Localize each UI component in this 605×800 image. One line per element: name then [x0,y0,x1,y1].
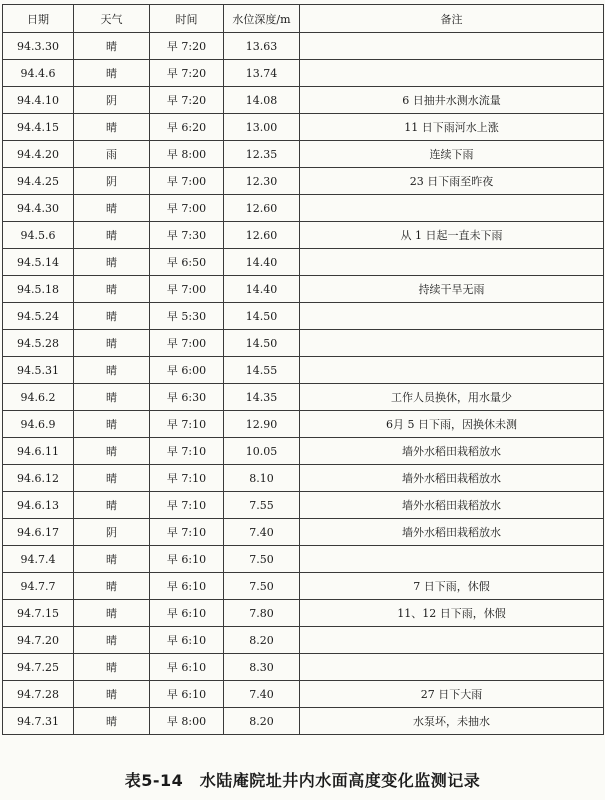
time-cell: 早 7:10 [150,411,224,438]
weather-cell: 晴 [74,114,150,141]
remarks-cell: 墙外水稻田栽稻放水 [300,465,604,492]
weather-cell: 晴 [74,627,150,654]
header-water-depth: 水位深度/m [224,5,300,33]
weather-cell: 晴 [74,195,150,222]
table-row [3,60,604,87]
remarks-cell: 水泵坏，未抽水 [300,708,604,735]
water-depth-cell: 14.35 [224,384,300,411]
table-caption: 表5-14 水陆庵院址井内水面高度变化监测记录 [124,771,481,790]
remarks-cell [300,249,604,276]
water-depth-cell: 14.08 [224,87,300,114]
table-row [3,465,604,492]
table-row [3,195,604,222]
water-depth-cell: 8.30 [224,654,300,681]
remarks-cell [300,627,604,654]
date-cell: 94.5.6 [3,222,74,249]
weather-cell: 阴 [74,168,150,195]
table-row [3,357,604,384]
time-cell: 早 7:00 [150,195,224,222]
water-depth-cell: 12.90 [224,411,300,438]
remarks-cell [300,654,604,681]
weather-cell: 晴 [74,492,150,519]
water-depth-cell: 14.55 [224,357,300,384]
time-cell: 早 7:10 [150,492,224,519]
weather-cell: 晴 [74,276,150,303]
weather-cell: 晴 [74,384,150,411]
weather-cell: 晴 [74,438,150,465]
remarks-cell [300,195,604,222]
remarks-cell: 连续下雨 [300,141,604,168]
table-row [3,600,604,627]
water-depth-cell: 14.40 [224,276,300,303]
remarks-cell: 墙外水稻田栽稻放水 [300,492,604,519]
table-row [3,303,604,330]
time-cell: 早 7:20 [150,60,224,87]
remarks-cell: 23 日下雨至昨夜 [300,168,604,195]
date-cell: 94.6.9 [3,411,74,438]
date-cell: 94.6.17 [3,519,74,546]
remarks-cell: 从 1 日起一直未下雨 [300,222,604,249]
table-row [3,411,604,438]
date-cell: 94.6.13 [3,492,74,519]
table-body [3,33,604,735]
time-cell: 早 7:30 [150,222,224,249]
table-row [3,681,604,708]
date-cell: 94.5.18 [3,276,74,303]
remarks-cell: 持续干旱无雨 [300,276,604,303]
table-row [3,546,604,573]
table-header-row [3,5,604,33]
water-depth-cell: 7.80 [224,600,300,627]
remarks-cell: 7 日下雨，休假 [300,573,604,600]
water-depth-cell: 7.50 [224,573,300,600]
water-depth-cell: 8.10 [224,465,300,492]
table-row [3,438,604,465]
table-row [3,384,604,411]
weather-cell: 晴 [74,600,150,627]
header-weather: 天气 [74,5,150,33]
weather-cell: 晴 [74,654,150,681]
weather-cell: 晴 [74,330,150,357]
remarks-cell [300,330,604,357]
weather-cell: 阴 [74,519,150,546]
date-cell: 94.4.25 [3,168,74,195]
table-row [3,627,604,654]
time-cell: 早 7:00 [150,276,224,303]
water-depth-cell: 13.63 [224,33,300,60]
remarks-cell: 工作人员换休，用水量少 [300,384,604,411]
header-remarks: 备注 [300,5,604,33]
water-depth-cell: 7.55 [224,492,300,519]
table-row [3,87,604,114]
time-cell: 早 7:10 [150,438,224,465]
weather-cell: 晴 [74,222,150,249]
time-cell: 早 6:10 [150,627,224,654]
weather-cell: 晴 [74,708,150,735]
water-depth-cell: 8.20 [224,627,300,654]
table-row [3,708,604,735]
time-cell: 早 7:00 [150,168,224,195]
time-cell: 早 6:30 [150,384,224,411]
time-cell: 早 5:30 [150,303,224,330]
weather-cell: 晴 [74,546,150,573]
weather-cell: 雨 [74,141,150,168]
date-cell: 94.4.10 [3,87,74,114]
time-cell: 早 6:10 [150,654,224,681]
table-row [3,249,604,276]
table-row [3,519,604,546]
header-time: 时间 [150,5,224,33]
weather-cell: 晴 [74,249,150,276]
remarks-cell: 11 日下雨河水上涨 [300,114,604,141]
remarks-cell [300,357,604,384]
water-depth-cell: 7.40 [224,519,300,546]
water-depth-cell: 14.40 [224,249,300,276]
water-level-table [2,4,604,735]
water-depth-cell: 8.20 [224,708,300,735]
date-cell: 94.5.28 [3,330,74,357]
water-depth-cell: 13.74 [224,60,300,87]
remarks-cell [300,303,604,330]
remarks-cell: 6 日抽井水测水流量 [300,87,604,114]
remarks-cell: 6月 5 日下雨，因换休未测 [300,411,604,438]
date-cell: 94.7.25 [3,654,74,681]
date-cell: 94.4.6 [3,60,74,87]
weather-cell: 晴 [74,33,150,60]
weather-cell: 晴 [74,303,150,330]
date-cell: 94.6.11 [3,438,74,465]
remarks-cell [300,60,604,87]
water-depth-cell: 7.40 [224,681,300,708]
weather-cell: 晴 [74,573,150,600]
remarks-cell: 墙外水稻田栽稻放水 [300,438,604,465]
table-row [3,654,604,681]
table-row [3,492,604,519]
date-cell: 94.7.7 [3,573,74,600]
water-depth-cell: 12.60 [224,222,300,249]
weather-cell: 晴 [74,681,150,708]
time-cell: 早 6:50 [150,249,224,276]
table-row [3,114,604,141]
date-cell: 94.3.30 [3,33,74,60]
date-cell: 94.7.20 [3,627,74,654]
date-cell: 94.7.4 [3,546,74,573]
date-cell: 94.7.15 [3,600,74,627]
time-cell: 早 6:10 [150,573,224,600]
time-cell: 早 6:10 [150,681,224,708]
weather-cell: 晴 [74,465,150,492]
time-cell: 早 7:10 [150,465,224,492]
table-row [3,33,604,60]
date-cell: 94.5.14 [3,249,74,276]
remarks-cell: 27 日下大雨 [300,681,604,708]
weather-cell: 阴 [74,87,150,114]
time-cell: 早 7:20 [150,33,224,60]
date-cell: 94.5.31 [3,357,74,384]
remarks-cell: 11、12 日下雨，休假 [300,600,604,627]
weather-cell: 晴 [74,411,150,438]
header-date: 日期 [3,5,74,33]
time-cell: 早 6:00 [150,357,224,384]
time-cell: 早 7:20 [150,87,224,114]
time-cell: 早 6:10 [150,546,224,573]
table-row [3,141,604,168]
table-row [3,330,604,357]
table-row [3,222,604,249]
time-cell: 早 8:00 [150,141,224,168]
weather-cell: 晴 [74,357,150,384]
time-cell: 早 6:10 [150,600,224,627]
table-row [3,276,604,303]
date-cell: 94.4.15 [3,114,74,141]
date-cell: 94.6.2 [3,384,74,411]
water-depth-cell: 14.50 [224,303,300,330]
time-cell: 早 7:00 [150,330,224,357]
water-depth-cell: 12.30 [224,168,300,195]
water-depth-cell: 12.60 [224,195,300,222]
date-cell: 94.4.30 [3,195,74,222]
remarks-cell: 墙外水稻田栽稻放水 [300,519,604,546]
table-row [3,168,604,195]
time-cell: 早 6:20 [150,114,224,141]
date-cell: 94.7.31 [3,708,74,735]
date-cell: 94.6.12 [3,465,74,492]
date-cell: 94.4.20 [3,141,74,168]
time-cell: 早 7:10 [150,519,224,546]
date-cell: 94.5.24 [3,303,74,330]
remarks-cell [300,546,604,573]
water-depth-cell: 7.50 [224,546,300,573]
water-depth-cell: 12.35 [224,141,300,168]
remarks-cell [300,33,604,60]
water-depth-cell: 14.50 [224,330,300,357]
date-cell: 94.7.28 [3,681,74,708]
table-row [3,573,604,600]
water-depth-cell: 10.05 [224,438,300,465]
weather-cell: 晴 [74,60,150,87]
water-depth-cell: 13.00 [224,114,300,141]
time-cell: 早 8:00 [150,708,224,735]
